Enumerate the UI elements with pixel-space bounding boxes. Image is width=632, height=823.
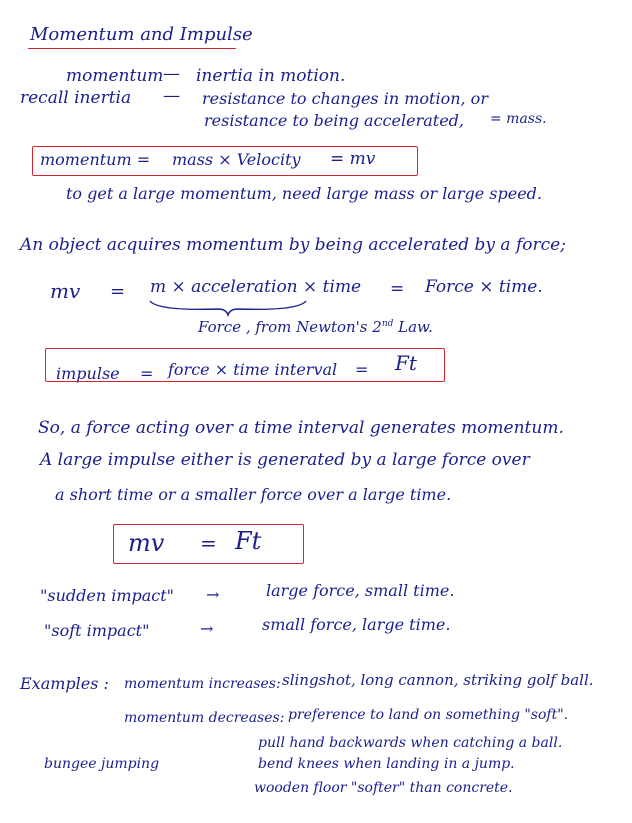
- brace-underline: [148, 297, 308, 317]
- ft-symbol: Ft: [235, 527, 262, 555]
- box1-middle: mass × Velocity: [172, 150, 301, 169]
- soft-impact-result: small force, large time.: [262, 615, 451, 634]
- equals: =: [355, 360, 369, 379]
- recall-inertia: recall inertia: [20, 88, 132, 108]
- sudden-impact-result: large force, small time.: [266, 581, 455, 600]
- increase-examples: slingshot, long cannon, striking golf ball.: [282, 671, 594, 689]
- newton-note-end: Law.: [398, 318, 433, 336]
- equals-mass: = mass.: [490, 111, 547, 127]
- newton-note: [198, 320, 433, 335]
- equals: =: [390, 279, 405, 299]
- newton-note-text: Force , from Newton's 2: [198, 318, 382, 336]
- decrease-example-ball: pull hand backwards when catching a ball.: [258, 735, 563, 751]
- box1-result: = mv: [330, 149, 376, 169]
- bungee-jumping: bungee jumping: [44, 756, 160, 772]
- mv-symbol: mv: [50, 279, 81, 303]
- newton-note-sup: nd: [381, 319, 394, 329]
- force-time: Force × time.: [425, 277, 543, 297]
- mv-symbol: mv: [128, 529, 165, 557]
- force-generates-momentum: So, a force acting over a time interval generates momentum.: [38, 418, 564, 438]
- arrow-icon: →: [200, 619, 214, 638]
- page-title: Momentum and Impulse: [30, 24, 253, 45]
- impulse-label: impulse: [56, 364, 120, 383]
- equals: =: [140, 364, 154, 383]
- ft-symbol: Ft: [395, 351, 417, 375]
- m-accel-time: m × acceleration × time: [150, 277, 362, 297]
- sudden-impact: "sudden impact": [40, 586, 175, 605]
- short-time-line: a short time or a smaller force over a large time.: [55, 485, 452, 504]
- object-acquires: An object acquires momentum by being accelerated by a force;: [20, 235, 566, 255]
- equals: =: [110, 281, 126, 302]
- large-impulse-line: A large impulse either is generated by a large force over: [40, 450, 530, 470]
- inertia-definition-cont: resistance to being accelerated,: [204, 111, 464, 130]
- large-momentum-note: to get a large momentum, need large mass or large speed.: [66, 184, 543, 203]
- examples-label: Examples :: [20, 674, 109, 693]
- arrow-icon: →: [206, 585, 220, 604]
- equals: =: [200, 531, 217, 555]
- momentum-term: momentum: [66, 66, 164, 86]
- title-underline: [28, 48, 236, 49]
- dash: —: [163, 86, 180, 106]
- decrease-example-soft: preference to land on something "soft".: [288, 707, 569, 723]
- decrease-example-knees: bend knees when landing in a jump.: [258, 756, 515, 772]
- momentum-increases: momentum increases:: [124, 676, 281, 692]
- force-time-interval: force × time interval: [168, 360, 338, 379]
- inertia-definition: resistance to changes in motion, or: [202, 89, 488, 108]
- box1-label: momentum =: [40, 150, 151, 169]
- momentum-decreases: momentum decreases:: [124, 710, 285, 726]
- dash: —: [163, 64, 180, 84]
- decrease-example-floor: wooden floor "softer" than concrete.: [254, 780, 513, 796]
- momentum-definition: inertia in motion.: [196, 66, 346, 86]
- soft-impact: "soft impact": [44, 621, 150, 640]
